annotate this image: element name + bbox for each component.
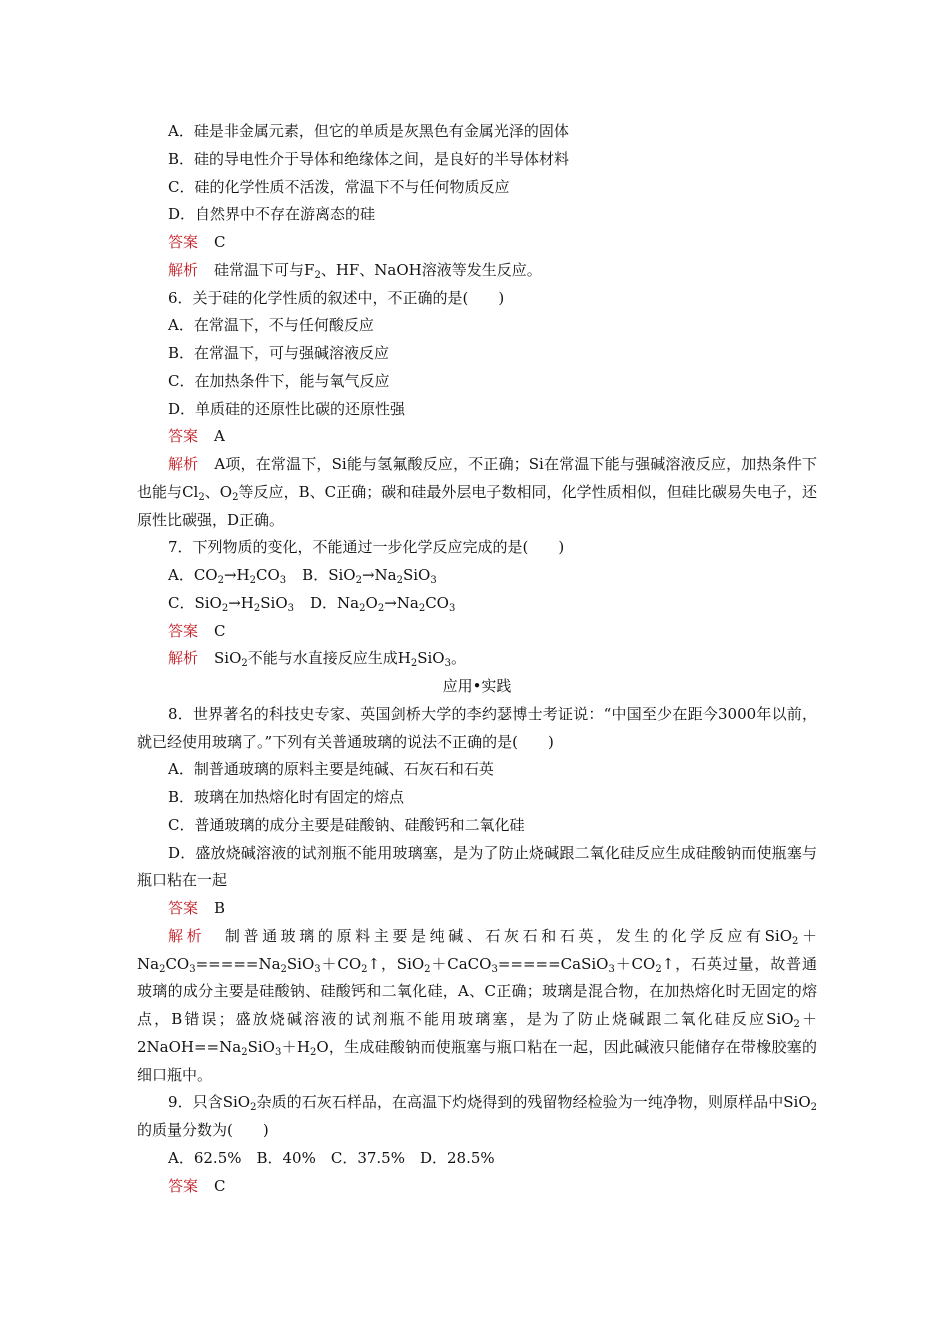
q9-answer (137, 1173, 817, 1201)
analysis-text: O，生成硅酸钠而使瓶塞与瓶口粘在一起，因此碱液只能储存在带橡胶塞的细口瓶中。 (137, 1037, 817, 1084)
answer-value: C (214, 1176, 226, 1195)
q7-answer (137, 618, 817, 646)
answer-label: 答案 (168, 1176, 199, 1195)
subscript: 2 (792, 935, 799, 947)
option-text: A．CO (168, 566, 218, 584)
answer-label: 答案 (168, 899, 199, 917)
answer-value: A (214, 427, 225, 446)
subscript: 3 (314, 963, 321, 975)
q8-stem: 8．世界著名的科技史专家、英国剑桥大学的李约瑟博士考证说：“中国至少在距今3000年以前，就已经使用玻璃了。”下列有关普通玻璃的说法不正确的是( ) (137, 704, 817, 751)
subscript: 3 (444, 658, 451, 670)
subscript: 3 (189, 963, 196, 975)
answer-value: B (214, 899, 226, 917)
stem-text: 杂质的石灰石样品，在高温下灼烧得到的残留物经检验为一纯净物，则原样品中SiO (256, 1093, 811, 1112)
q6-option-b: B．在常温下，可与强碱溶液反应 (168, 344, 390, 362)
q6-answer (137, 423, 817, 451)
answer-label: 答案 (168, 233, 199, 251)
answer-label: 答案 (168, 427, 199, 446)
analysis-text: ↑，SiO (367, 954, 425, 973)
subscript: 2 (250, 1102, 257, 1114)
analysis-text: 制普通玻璃的原料主要是纯碱、石灰石和石英，发生的化学反应有SiO (221, 926, 792, 945)
subscript: 3 (287, 602, 295, 614)
option-text: CO (256, 566, 280, 584)
subscript: 2 (793, 1019, 800, 1030)
q8-option-d: D．盛放烧碱溶液的试剂瓶不能用玻璃塞，是为了防止烧碱跟二氧化硅反应生成硅酸钠而使瓶塞与瓶口粘在一起 (137, 843, 817, 890)
analysis-text: A项，在常温下，Si能与氢氟酸反应，不正确；Si在常温下能与强碱溶液反应，加热条件下也能与Cl (137, 455, 817, 501)
subscript: 2 (361, 963, 368, 975)
subscript: 2 (217, 575, 224, 586)
q9-options: A．62.5% B．40% C．37.5% D．28.5% (168, 1148, 495, 1167)
option-text: D．Na (310, 593, 360, 612)
analysis-text: 不能与水直接反应生成H (247, 649, 411, 668)
subscript: 2 (249, 575, 257, 586)
subscript: 3 (448, 602, 456, 614)
q6-option-d: D．单质硅的还原性比碳的还原性强 (168, 399, 406, 418)
q7-analysis (137, 645, 817, 673)
option-text: SiO (402, 566, 431, 584)
analysis-text: 、O (204, 482, 233, 501)
option-text: →H (228, 593, 254, 612)
q8-analysis (137, 923, 817, 1090)
q7-options-cd (137, 590, 817, 618)
analysis-text: SiO (286, 954, 315, 973)
subscript: 2 (314, 269, 321, 281)
option-text: CO (425, 593, 449, 612)
subscript: 2 (377, 602, 385, 614)
subscript: 2 (280, 963, 287, 975)
q5-option-b: B．硅的导电性介于导体和绝缘体之间，是良好的半导体材料 (168, 149, 570, 168)
option-text: →H (223, 566, 250, 584)
analysis-text: ↑，石英过量，故普通玻璃的成分主要是硅酸钠、硅酸钙和二氧化硅，A、C正确；玻璃是混合物，在加热熔化时无固定的熔点，B错误；盛放烧碱溶液的试剂瓶不能用玻璃塞，是为了防止烧碱跟二氧化硅反应SiO (137, 954, 817, 1028)
q5-option-d: D．自然界中不存在游离态的硅 (168, 205, 376, 224)
analysis-text: 等反应，B、C正确；碳和硅最外层电子数相同，化学性质相似，但硅比碳易失电子，还原性比碳强，D正确。 (137, 482, 817, 529)
subscript: 2 (655, 963, 662, 975)
q6-stem: 6．关于硅的化学性质的叙述中，不正确的是( ) (168, 288, 505, 307)
subscript: 2 (198, 491, 205, 503)
subscript: 3 (608, 963, 615, 975)
option-text: B．SiO (302, 566, 356, 584)
section-title: 应用•实践 (442, 677, 512, 695)
q8-answer (137, 895, 817, 923)
q5-analysis (137, 257, 817, 285)
analysis-text: 。 (450, 649, 466, 668)
subscript: 2 (418, 602, 426, 614)
subscript: 2 (359, 602, 366, 614)
analysis-text: ＋Na (137, 926, 817, 973)
subscript: 2 (396, 575, 403, 586)
q8-option-a: A．制普通玻璃的原料主要是纯碱、石灰石和石英 (168, 760, 494, 779)
option-text: →Na (384, 593, 419, 612)
subscript: 2 (810, 1102, 818, 1114)
answer-label: 答案 (168, 621, 199, 640)
analysis-text: SiO (214, 649, 242, 668)
q6-analysis (137, 451, 817, 534)
analysis-text: ＋CaCO (430, 954, 492, 973)
analysis-label: 解析 (168, 455, 199, 473)
analysis-text: =====CaSiO (497, 954, 609, 973)
q5-option-c: C．硅的化学性质不活泼，常温下不与任何物质反应 (168, 177, 510, 196)
subscript: 2 (241, 658, 248, 670)
subscript: 2 (355, 575, 362, 586)
analysis-label: 解析 (168, 649, 199, 668)
subscript: 2 (309, 1046, 317, 1058)
document-content (137, 118, 817, 1200)
subscript: 2 (241, 1046, 248, 1058)
stem-text: 9．只含SiO (168, 1093, 251, 1112)
subscript: 2 (221, 602, 229, 614)
stem-text: 的质量分数为( ) (137, 1121, 269, 1139)
answer-value: C (214, 621, 226, 640)
analysis-text: SiO (417, 649, 445, 668)
analysis-text: =====Na (195, 954, 281, 973)
analysis-text: 硅常温下可与F (214, 260, 315, 279)
option-text: O (365, 593, 378, 612)
q5-answer (137, 229, 817, 257)
q9-stem (137, 1089, 817, 1145)
analysis-label: 解析 (168, 926, 206, 945)
subscript: 2 (232, 491, 239, 503)
analysis-text: 、HF、NaOH溶液等发生反应。 (320, 260, 542, 279)
q8-option-b: B．玻璃在加热熔化时有固定的熔点 (168, 788, 405, 806)
analysis-text: CO (165, 954, 190, 973)
option-text: C．SiO (168, 593, 222, 612)
analysis-text: ＋2NaOH==Na (137, 1010, 817, 1056)
subscript: 2 (159, 963, 166, 975)
subscript: 2 (410, 658, 418, 670)
subscript: 2 (424, 963, 431, 975)
subscript: 3 (491, 963, 498, 975)
q5-option-a: A．硅是非金属元素，但它的单质是灰黑色有金属光泽的固体 (168, 122, 569, 140)
analysis-label: 解析 (168, 260, 199, 279)
answer-value: C (214, 233, 226, 251)
q8-option-c: C．普通玻璃的成分主要是硅酸钠、硅酸钙和二氧化硅 (168, 815, 525, 834)
subscript: 3 (430, 575, 437, 586)
q7-stem: 7．下列物质的变化，不能通过一步化学反应完成的是( ) (168, 538, 565, 557)
q7-options-ab (137, 562, 817, 590)
analysis-text: ＋H (281, 1037, 310, 1056)
analysis-text: ＋CO (320, 954, 362, 973)
q6-option-c: C．在加热条件下，能与氧气反应 (168, 371, 390, 390)
analysis-text: SiO (247, 1037, 275, 1056)
option-text: →Na (361, 566, 397, 584)
analysis-text: ＋CO (614, 954, 656, 973)
subscript: 3 (274, 1046, 282, 1058)
option-text: SiO (260, 593, 288, 612)
subscript: 2 (253, 602, 261, 614)
q6-option-a: A．在常温下，不与任何酸反应 (168, 316, 374, 335)
subscript: 3 (279, 575, 287, 586)
